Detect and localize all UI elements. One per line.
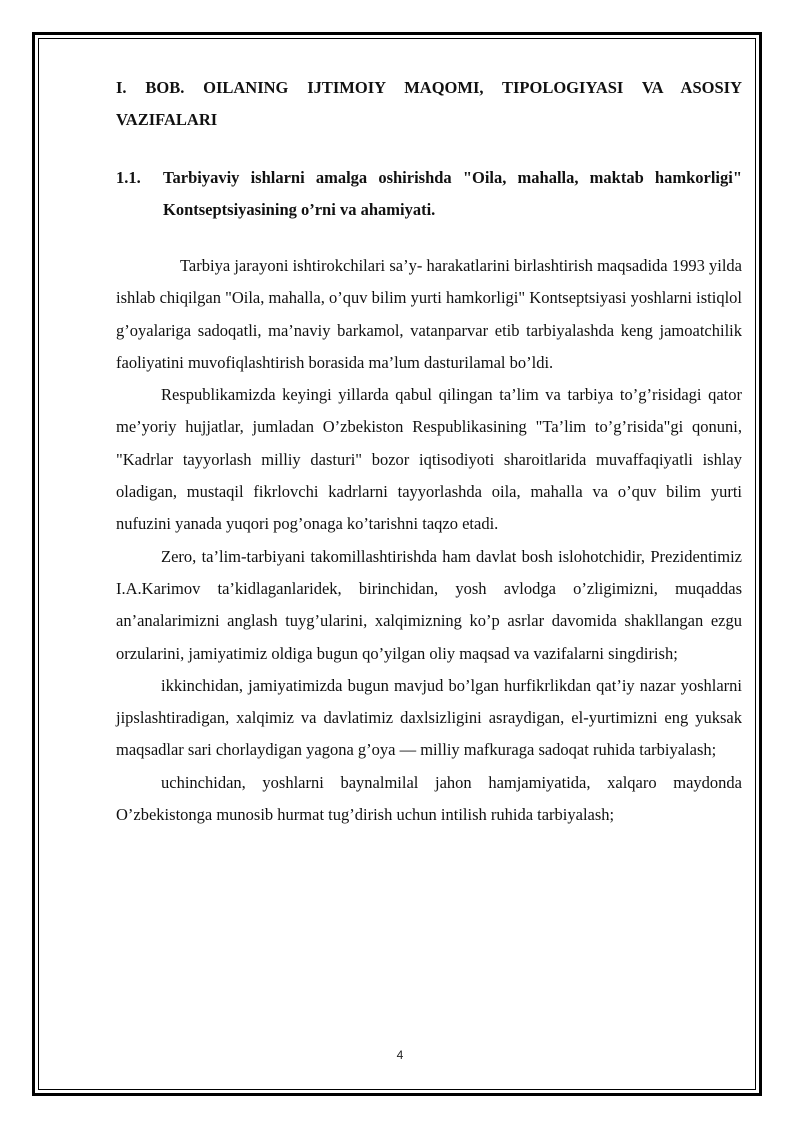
paragraph: ikkinchidan, jamiyatimizda bugun mavjud bo’lgan hurfikrlikdan qat’iy nazar yoshlarni jipslashtiradigan, xalqimiz va davlatimiz daxlsizligini asraydigan, el-yurtimizni eng yuksak maqsadlar sari chorlaydigan yagona g’oya — milliy mafkuraga sadoqat ruhida tarbiyalash; bbox=[116, 675, 742, 760]
paragraph: Respublikamizda keyingi yillarda qabul qilingan ta’lim va tarbiya to’g’risidagi qator me’yoriy hujjatlar, jumladan O’zbekiston Respublikasining "Ta’lim to’g’risida"gi qonuni, "Kadrlar tayyorlash milliy dasturi" bozor iqtisodiyoti sharoitlarida muvaffaqiyatli ishlay oladigan, mustaqil fikrlovchi kadrlarni tayyorlashda oila, mahalla va o’quv bilim yurti nufuzini yanada yuqori pog’onaga ko’tarishni taqzo etadi. bbox=[116, 385, 742, 534]
section-heading bbox=[116, 162, 742, 226]
paragraph: uchinchidan, yoshlarni baynalmilal jahon hamjamiyatida, xalqaro maydonda O’zbekistonga munosib hurmat tug’dirish uchun intilish ruhida tarbiyalash; bbox=[116, 772, 742, 825]
document-content bbox=[116, 72, 742, 831]
paragraph: Zero, ta’lim-tarbiyani takomillashtirishda ham davlat bosh islohotchidir, Prezidentimiz I.A.Karimov ta’kidlaganlaridek, birinchidan, yosh avlodga o’zligimizni, muqaddas an’analarimizni anglash tuyg’ularini, xalqimizning ko’p asrlar davomida shakllangan ezgu orzularini, jamiyatimiz oldiga bugun qo’yilgan oliy maqsad va vazifalarni singdirish; bbox=[116, 546, 742, 663]
paragraph: Tarbiya jarayoni ishtirokchilari sa’y- harakatlarini birlashtirish maqsadida 1993 yilda ishlab chiqilgan "Oila, mahalla, o’quv bilim yurti hamkorligi" Kontseptsiyasi yoshlarni istiqlol g’oyalariga sadoqatli, ma’naviy barkamol, vatanparvar etib tarbiyalashda keng jamoatchilik faoliyatini muvofiqlashtirish borasida ma’lum dasturilamal bo’ldi. bbox=[116, 256, 742, 372]
body-text bbox=[116, 250, 742, 831]
section-number: 1.1. bbox=[116, 168, 141, 187]
chapter-title: I. BOB. OILANING IJTIMOIY MAQOMI, TIPOLOGIYASI VA ASOSIY VAZIFALARI bbox=[116, 78, 742, 129]
section-title: Tarbiyaviy ishlarni amalga oshirishda "Oila, mahalla, maktab hamkorligi" Kontseptsiyasining o’rni va ahamiyati. bbox=[163, 168, 742, 219]
page-number: 4 bbox=[396, 1048, 404, 1062]
